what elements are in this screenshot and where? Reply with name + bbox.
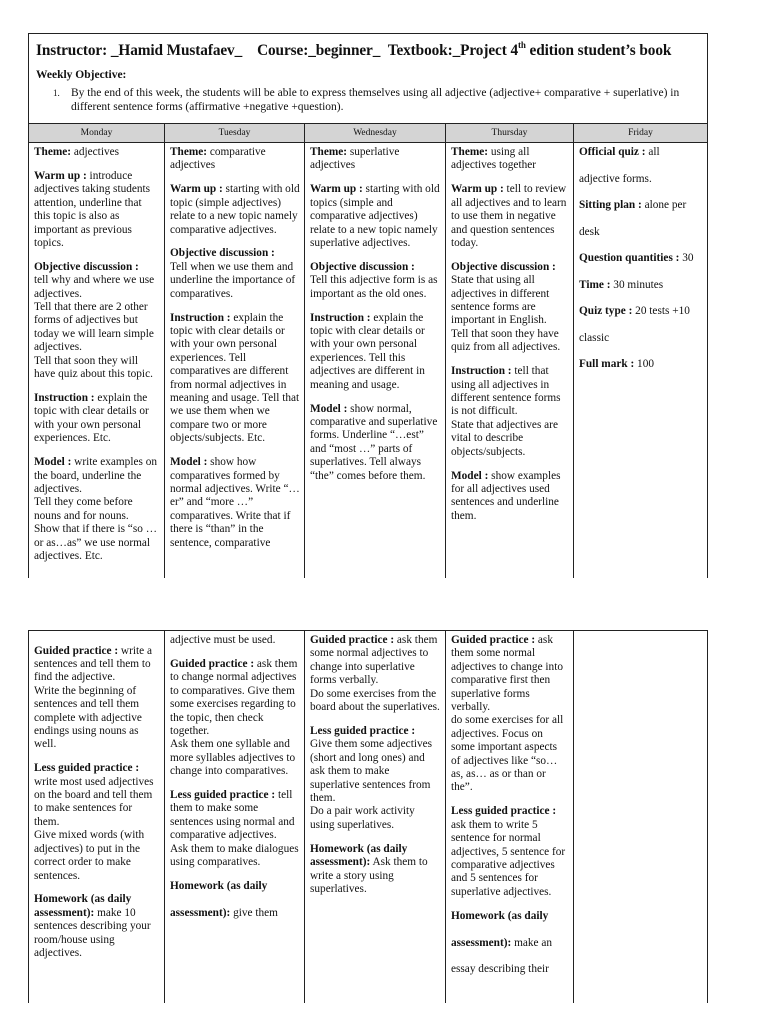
block-text: starting with old topics (simple and comparative adjectives) relate to a new topic namely superlative adjectives. xyxy=(310,183,440,249)
wednesday-block xyxy=(310,183,441,250)
monday-column-continued xyxy=(29,631,165,1003)
wednesday-block xyxy=(310,261,441,301)
block-label: Theme: xyxy=(310,146,348,158)
block-text: write a sentences and tell them to find the adjective. Write the beginning of sentences and tell them complete with adjective endings using nouns as well. xyxy=(34,644,152,751)
tuesday-column xyxy=(165,143,305,578)
textbook-name: _Project 4 xyxy=(452,42,518,59)
wednesday-block xyxy=(310,403,441,483)
block-text: explain the topic with clear details or with your own personal experiences. Etc. xyxy=(34,392,149,445)
wednesday-block xyxy=(310,725,441,832)
tuesday-block xyxy=(170,789,300,869)
lesson-plan-page-1 xyxy=(28,33,708,578)
block-text: alone per desk xyxy=(579,199,687,239)
wednesday-block xyxy=(310,634,441,714)
block-text: introduce adjectives taking students attention, underline that this topic is also as important as previous topics. xyxy=(34,169,151,249)
thursday-block xyxy=(451,634,569,795)
block-label: Guided practice : xyxy=(34,644,119,657)
block-label: Model : xyxy=(310,402,348,415)
wednesday-block xyxy=(310,146,441,173)
monday-block xyxy=(34,645,160,752)
block-text: 100 xyxy=(634,358,655,371)
block-text: Tell this adjective form is as important as the old ones. xyxy=(310,274,438,300)
textbook-label: Textbook: xyxy=(387,42,453,59)
friday-block xyxy=(579,252,703,265)
block-text: show examples for all adjectives used sentences and underline them. xyxy=(451,469,561,522)
block-label: Homework (as daily assessment): xyxy=(34,893,132,919)
block-text: superlative adjectives xyxy=(310,146,400,172)
block-label: Instruction : xyxy=(170,311,231,324)
thursday-block xyxy=(451,910,569,977)
block-text: using all adjectives together xyxy=(451,146,537,172)
friday-column-continued xyxy=(574,631,707,1003)
block-text: Ask them to write a story using superlatives. xyxy=(310,856,428,895)
friday-block xyxy=(579,358,703,371)
block-label: Official quiz : xyxy=(579,146,646,158)
day-tuesday: Tuesday xyxy=(165,124,305,142)
block-label: Sitting plan : xyxy=(579,199,642,212)
monday-block xyxy=(34,762,160,883)
block-text: show normal, comparative and superlative forms. Underline “…est” and “most …” parts of superlatives. Tell always “the” comes before them. xyxy=(310,402,438,482)
block-label: Homework (as daily assessment): xyxy=(170,880,268,919)
block-label: Guided practice : xyxy=(310,634,395,646)
block-text: starting with old topic (simple adjectives) relate to a new topic namely comparative adjectives. xyxy=(170,183,300,236)
block-text: write examples on the board, underline the adjectives. Tell they come before nouns and for nouns. Show that if there is “so …or as…as” we use normal adjectives. Etc. xyxy=(34,456,157,562)
block-label: Warm up : xyxy=(310,183,363,196)
block-text: tell that using all adjectives in different sentence forms is not difficult. State that adjectives are vital to describe objects/subjects. xyxy=(451,365,561,458)
block-label: Theme: xyxy=(451,146,489,158)
weekly-objective-label: Weekly Objective: xyxy=(36,69,127,81)
block-text: make an essay describing their xyxy=(451,936,553,976)
block-text: tell them to make some sentences using normal and comparative adjectives. Ask them to make dialogues using comparatives. xyxy=(170,789,299,869)
block-label: Warm up : xyxy=(170,183,223,196)
objective-number: 1. xyxy=(53,88,60,98)
wednesday-column xyxy=(305,143,446,578)
block-label: Guided practice : xyxy=(451,634,536,646)
day-header-row xyxy=(29,124,707,143)
block-label: Objective discussion : xyxy=(451,260,556,273)
block-label: Instruction : xyxy=(451,365,512,378)
block-text: Give them some adjectives (short and long ones) and ask them to make superlative sentences from them. Do a pair work activity using superlatives. xyxy=(310,738,433,831)
block-text: 20 tests +10 classic xyxy=(579,305,690,345)
monday-block xyxy=(34,392,160,446)
plan-title xyxy=(36,42,671,60)
thursday-block xyxy=(451,261,569,355)
instructor-label: Instructor: xyxy=(36,42,111,59)
block-label: Instruction : xyxy=(310,311,371,324)
block-text: comparative adjectives xyxy=(170,146,266,172)
thursday-block xyxy=(451,470,569,524)
block-label: Less guided practice : xyxy=(310,724,416,737)
block-label: Homework (as daily assessment): xyxy=(310,842,408,869)
course-label: Course: xyxy=(257,42,309,59)
block-text: write most used adjectives on the board and tell them to make sentences for them. Give mixed words (with adjectives) to put in the correct order to make sentences. xyxy=(34,775,154,882)
course-name: _beginner_ xyxy=(308,42,381,59)
tuesday-block xyxy=(170,634,300,647)
block-label: Time : xyxy=(579,278,611,291)
block-label: Homework (as daily assessment): xyxy=(451,909,549,949)
friday-block xyxy=(579,279,703,292)
weekly-objective xyxy=(53,87,699,114)
block-label: Model : xyxy=(451,469,489,482)
wednesday-block xyxy=(310,843,441,897)
block-text: 30 minutes xyxy=(610,278,664,291)
tuesday-block xyxy=(170,146,300,173)
block-label: Theme: xyxy=(170,146,208,158)
lesson-plan-page-2 xyxy=(28,630,708,1003)
tuesday-block xyxy=(170,658,300,779)
block-label: Warm up : xyxy=(34,169,87,182)
block-text: give them xyxy=(230,906,278,919)
monday-block xyxy=(34,456,160,563)
block-text: 30 xyxy=(679,252,694,265)
thursday-block xyxy=(451,805,569,899)
block-label: Quiz type : xyxy=(579,305,633,318)
thursday-block xyxy=(451,365,569,459)
tuesday-block xyxy=(170,312,300,446)
block-text: Tell when we use them and underline the importance of comparatives. xyxy=(170,260,296,300)
objective-text: By the end of this week, the students will be able to express themselves using all adjective (adjective+ comparative + superlative) in different sentence forms (affirmative +negative +question). xyxy=(71,87,680,113)
tuesday-block xyxy=(170,456,300,550)
day-columns-continued xyxy=(29,631,707,1003)
day-wednesday: Wednesday xyxy=(305,124,446,142)
day-monday: Monday xyxy=(29,124,165,142)
block-label: Guided practice : xyxy=(170,657,255,670)
block-text: ask them to change normal adjectives to comparatives. Give them some exercises regarding to the topic, then check together. Ask them one syllable and more syllables adjectives to change into comparatives. xyxy=(170,657,298,778)
monday-column xyxy=(29,143,165,578)
block-label: Model : xyxy=(34,456,72,469)
block-label: Less guided practice : xyxy=(451,805,557,818)
monday-block xyxy=(34,146,160,159)
block-label: Less guided practice : xyxy=(170,789,276,802)
block-label: Full mark : xyxy=(579,358,635,371)
instructor-name: _Hamid Mustafaev_ xyxy=(110,42,243,59)
day-friday: Friday xyxy=(628,128,653,138)
block-label: Warm up : xyxy=(451,183,504,196)
block-text: adjective must be used. xyxy=(170,634,276,646)
thursday-column-continued xyxy=(446,631,574,1003)
block-text: tell why and where we use adjectives. Tell that there are 2 other forms of adjectives but today we will learn simple adjectives. Tell that soon they will have quiz about this topic. xyxy=(34,274,155,381)
friday-column xyxy=(574,143,707,578)
block-text: all adjective forms. xyxy=(579,146,660,185)
block-text: make 10 sentences describing your room/house using adjectives. xyxy=(34,906,151,960)
thursday-block xyxy=(451,146,569,173)
block-label: Model : xyxy=(170,456,208,469)
day-thursday: Thursday xyxy=(446,124,574,142)
block-text: adjectives xyxy=(71,146,120,158)
friday-block xyxy=(579,199,703,239)
block-label: Objective discussion : xyxy=(170,247,275,260)
friday-block xyxy=(579,305,703,345)
tuesday-block xyxy=(170,183,300,237)
tuesday-block xyxy=(170,880,300,920)
block-label: Question quantities : xyxy=(579,252,680,265)
block-text: ask them to write 5 sentence for normal adjectives, 5 sentence for comparative adjectives and 5 sentences for superlative adjectives. xyxy=(451,818,566,898)
block-label: Objective discussion : xyxy=(310,260,415,273)
block-label: Theme: xyxy=(34,146,72,158)
day-columns xyxy=(29,143,707,578)
block-label: Instruction : xyxy=(34,392,95,404)
monday-block xyxy=(34,170,160,250)
textbook-superscript: th xyxy=(518,40,526,50)
block-label: Objective discussion : xyxy=(34,260,139,273)
block-text: explain the topic with clear details or with your own personal experiences. Tell comparatives are different from normal adjectives in meaning and usage. Tell that we use them when we compare two or more objects/subjects. Etc. xyxy=(170,311,300,445)
friday-block xyxy=(579,146,703,186)
monday-block xyxy=(34,261,160,382)
thursday-block xyxy=(451,183,569,250)
block-text: tell to review all adjectives and to learn to use them in negative and question sentences today. xyxy=(451,183,567,249)
plan-header xyxy=(29,34,707,124)
block-label: Less guided practice : xyxy=(34,762,140,775)
monday-block xyxy=(34,893,160,960)
block-text: State that using all adjectives in different sentence forms are important in English. Tell that soon they have quiz from all adjectives. xyxy=(451,274,561,354)
block-text: show how comparatives formed by normal adjectives. Write “…er” and “more …” comparatives. Write that if there is “than” in the sentence, comparative xyxy=(170,456,300,549)
wednesday-block xyxy=(310,312,441,392)
tuesday-column-continued xyxy=(165,631,305,1003)
wednesday-column-continued xyxy=(305,631,446,1003)
textbook-edition: edition student’s book xyxy=(525,42,672,59)
block-text: ask them some normal adjectives to change into superlative forms verbally. Do some exercises from the board about the superlatives. xyxy=(310,634,440,714)
thursday-column xyxy=(446,143,574,578)
tuesday-block xyxy=(170,247,300,301)
block-text: ask them some normal adjectives to change into comparative first then superlative forms verbally. do some exercises for all adjectives. Focus on some important aspects of adjectives like “so…as, as… as or than or the”. xyxy=(451,634,564,794)
block-text: explain the topic with clear details or with your own personal experiences. Tell this adjectives are different in meaning and usage. xyxy=(310,311,425,391)
